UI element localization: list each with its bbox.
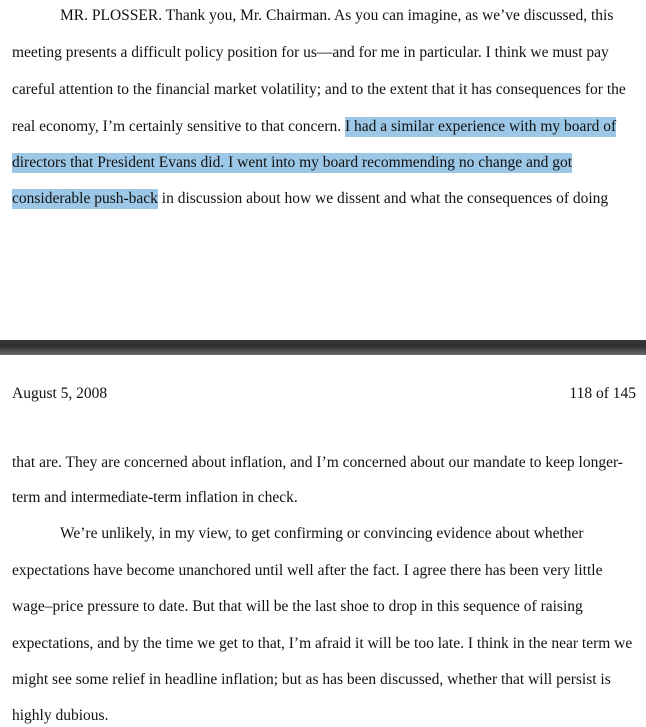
text-segment: expectations have become unanchored until well after the fact. I agree there has been very little (12, 562, 603, 579)
page-separator (0, 340, 646, 355)
text-line (12, 488, 298, 508)
text-segment: in discussion about how we dissent and what the consequences of doing (157, 190, 609, 207)
text-line (12, 706, 108, 726)
page-number: 118 of 145 (569, 385, 636, 402)
text-line (12, 634, 632, 654)
page-header-date: August 5, 2008 (12, 385, 108, 402)
text-segment: that are. They are concerned about inflation, and I’m concerned about our mandate to keep longer- (12, 454, 623, 471)
text-segment: might see some relief in headline inflation; but as has been discussed, whether that will persist is (12, 671, 611, 688)
text-segment: highly dubious. (12, 707, 109, 724)
text-segment: wage–price pressure to date. But that will be the last shoe to drop in this sequence of raising (12, 598, 583, 615)
text-line (12, 43, 609, 63)
text-line (12, 597, 583, 617)
text-segment: expectations, and by the time we get to that, I’m afraid it will be too late. I think in the near term we (12, 635, 633, 652)
text-segment: careful attention to the financial market volatility; and to the extent that it has consequences for the (12, 81, 626, 98)
text-segment: MR. PLOSSER. Thank you, Mr. Chairman. As you can imagine, as we’ve discussed, this (60, 7, 614, 24)
text-segment: We’re unlikely, in my view, to get confirming or convincing evidence about whether (60, 525, 584, 542)
highlighted-text[interactable]: directors that President Evans did. I went into my board recommending no change and got (12, 154, 573, 171)
text-line (12, 453, 623, 473)
text-line (12, 670, 611, 690)
text-line (12, 561, 602, 581)
text-line (12, 153, 572, 173)
text-segment: term and intermediate-term inflation in check. (12, 489, 298, 506)
text-line (60, 6, 613, 26)
text-line (12, 189, 608, 209)
text-segment: meeting presents a difficult policy position for us—and for me in particular. I think we must pay (12, 44, 609, 61)
text-line (60, 524, 584, 544)
text-line (12, 117, 616, 137)
highlighted-text[interactable]: considerable push-back (12, 190, 158, 207)
text-segment: real economy, I’m certainly sensitive to that concern. (12, 118, 345, 135)
highlighted-text[interactable]: I had a similar experience with my board of (344, 118, 617, 135)
text-line (12, 80, 626, 100)
document-page-upper (0, 0, 646, 340)
